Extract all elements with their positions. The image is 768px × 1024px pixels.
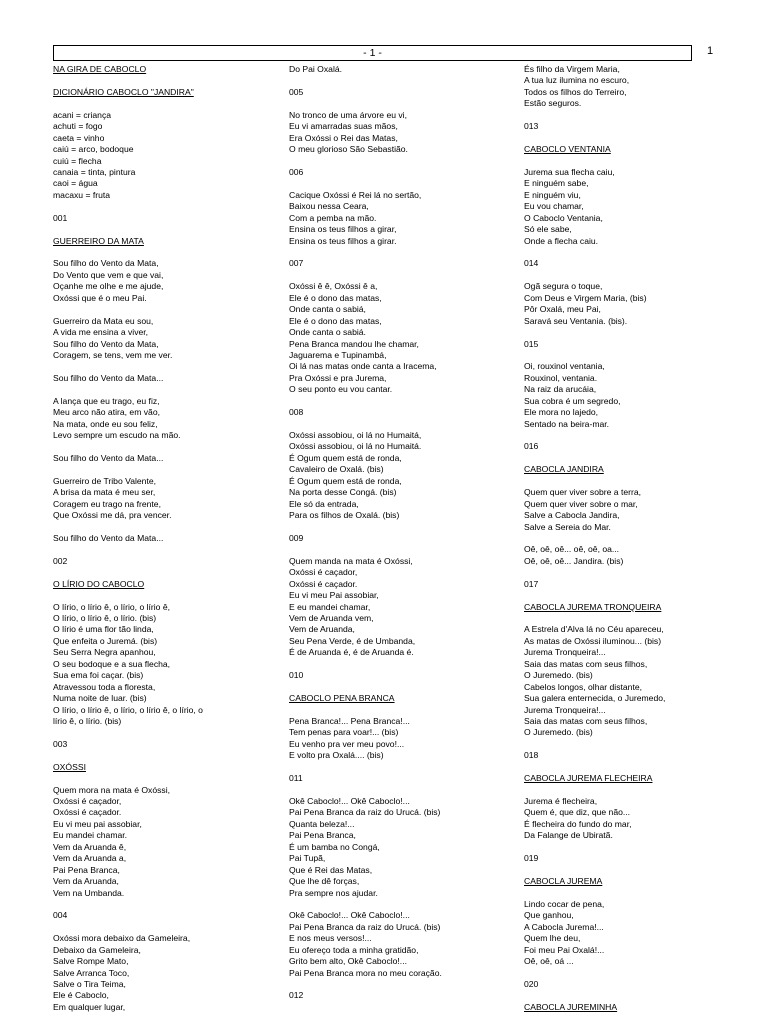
section-heading: CABOCLO PENA BRANCA [289,693,395,704]
blank-line [524,247,724,258]
text-line: Oxóssi ê ê, Oxóssi ê a, [289,281,378,292]
text-line: 016 [524,441,539,452]
text-line: Pai Pena Branca, [53,864,120,875]
text-line: E nos meus versos!... [289,933,372,944]
text-line: 018 [524,750,539,761]
text-line: Quem lhe deu, [524,933,581,944]
text-line: Jurema Tronqueira!... [524,647,606,658]
text-line: Pena Branca mandou lhe chamar, [289,338,419,349]
text-line: É de Aruanda é, é de Aruanda é. [289,647,414,658]
text-line: Sua cobra é um segredo, [524,395,621,406]
blank-line [289,762,507,773]
blank-line [524,133,724,144]
text-line: Vem da Aruanda ê, [53,841,127,852]
text-line: Para os filhos de Oxalá. (bis) [289,510,400,521]
section-heading: CABOCLA JUREMA FLECHEIRA [524,773,653,784]
blank-line [53,247,273,258]
text-line: E volto pra Oxalá.... (bis) [289,750,384,761]
blank-line [524,533,724,544]
text-line: Que ganhou, [524,910,574,921]
blank-line [524,990,724,1001]
text-line: O seu ponto eu vou cantar. [289,384,393,395]
text-line: Que enfeita o Juremá. (bis) [53,635,158,646]
text-line: 007 [289,258,304,269]
text-line: Quem quer viver sobre o mar, [524,498,638,509]
blank-line [53,522,273,533]
section-heading: CABOCLA JUREMA [524,876,603,887]
text-line: Vem da Aruanda a, [53,853,127,864]
text-line: O lírio, o lírio ê, o lírio, o lírio ê, [53,601,171,612]
text-line: A Cabocla Jurema!... [524,921,604,932]
text-line: Ele é o dono das matas, [289,315,382,326]
text-line: Oçanhe me olhe e me ajude, [53,281,164,292]
blank-line [524,762,724,773]
blank-line [524,430,724,441]
text-line: cuiú = flecha [53,155,102,166]
text-line: lírio ê, o lírio. (bis) [53,715,122,726]
text-line: É um bamba no Congá, [289,841,380,852]
blank-line [289,785,507,796]
text-line: Quanta beleza!... [289,818,355,829]
text-line: Okê Caboclo!... Okê Caboclo!... [289,796,410,806]
text-line: Quem manda na mata é Oxóssi, [289,555,413,566]
blank-line [53,224,273,235]
text-line: Vem da Aruanda, [53,876,119,887]
text-line: No tronco de uma árvore eu vi, [289,109,407,120]
text-line: 006 [289,166,304,177]
text-line: Pra sempre nos ajudar. [289,887,378,898]
blank-line [53,899,273,910]
text-line: 003 [53,738,68,749]
text-line: Seu Pena Verde, é de Umbanda, [289,635,416,646]
text-line: Ele é Caboclo, [53,990,109,1001]
text-line: Guerreiro da Mata eu sou, [53,315,154,326]
text-line: caoi = água [53,178,98,189]
text-line: E eu mandei chamar, [289,601,371,612]
text-line: Guerreiro de Tribo Valente, [53,475,157,486]
text-line: caiú = arco, bodoque [53,144,134,155]
blank-line [53,304,273,315]
text-line: Oê, oê, oá ... [524,956,574,967]
blank-line [289,247,507,258]
text-line: Jurema é flecheira, [524,796,598,806]
text-line: Sou filho do Vento da Mata, [53,338,159,349]
text-line: És filho da Virgem Maria, [524,64,620,74]
blank-line [53,75,273,86]
section-heading: NA GIRA DE CABOCLO [53,64,147,74]
text-line: caeta = vinho [53,132,105,143]
text-line: O lírio é uma flor tão linda, [53,624,154,635]
blank-line [524,156,724,167]
text-line: Vem na Umbanda. [53,887,125,898]
text-line: Pai Tupã, [289,853,326,864]
blank-line [524,476,724,487]
text-line: A tua luz ilumina no escuro, [524,75,630,86]
text-line: 002 [53,555,68,566]
section-heading: DICIONÁRIO CABOCLO "JANDIRA" [53,86,194,97]
text-line: Vem de Aruanda vem, [289,613,374,623]
text-column-3 [524,64,724,1024]
section-heading: GUERREIRO DA MATA [53,235,144,246]
text-line: O Juremedo. (bis) [524,727,593,738]
text-line: Quem é, que diz, que não... [524,807,631,818]
text-line: Baixou nessa Ceara, [289,201,369,212]
text-line: Na raiz da arucáia, [524,384,597,395]
text-line: Com a pemba na mão. [289,212,377,223]
text-line: É Ogum quem está de ronda, [289,452,402,463]
text-line: Ele mora no lajedo, [524,407,599,418]
text-line: Cacique Oxóssi é Rei lá no sertão, [289,189,422,200]
text-line: Oê, oê, oê... oê, oê, oa... [524,544,620,555]
text-line: Quem quer viver sobre a terra, [524,487,642,498]
text-line: E ninguém sabe, [524,178,589,189]
text-line: Pai Pena Branca da raiz do Urucá. (bis) [289,921,441,932]
text-line: Em qualquer lugar, [53,1001,126,1012]
text-line: Pra Oxóssi e pra Jurema, [289,372,387,383]
text-line: 017 [524,578,539,589]
text-line: Rouxinol, ventania. [524,372,598,383]
text-line: 005 [289,86,304,97]
text-line: 008 [289,407,304,418]
text-line: Oê, oê, oê... Jandira. (bis) [524,555,624,566]
text-line: acani = criança [53,109,112,120]
blank-line [53,201,273,212]
text-line: Oxóssi mora debaixo da Gameleira, [53,933,191,944]
text-line: Oi lá nas matas onde canta a Iracema, [289,361,437,372]
blank-line [289,979,507,990]
text-line: Da Falange de Ubiratã. [524,830,613,841]
text-line: Oxóssi assobiou, oi lá no Humaitá. [289,441,422,452]
page-number: - 1 - [363,47,382,59]
text-line: Salve Arranca Toco, [53,967,130,978]
text-line: 019 [524,853,539,864]
blank-line [289,98,507,109]
side-page-number: 1 [707,45,714,57]
blank-line [289,178,507,189]
text-line: Ensina os teus filhos a girar, [289,224,397,235]
text-line: Eu vi meu Pai assobiar, [289,590,379,601]
blank-line [289,705,507,716]
text-line: Sou filho do Vento da Mata... [53,372,164,383]
text-line: Coragem eu trago na frente, [53,498,161,509]
text-line: A Estrela d'Alva lá no Céu apareceu, [524,624,664,635]
blank-line [53,773,273,784]
text-line: Jurema Tronqueira!... [524,704,606,715]
text-line: A vida me ensina a viver, [53,327,149,338]
text-line: A lança que eu trago, eu fiz, [53,395,160,406]
text-line: 020 [524,979,539,989]
section-heading: CABOCLA JUREMINHA [524,1001,618,1012]
blank-line [53,922,273,933]
blank-line [53,361,273,372]
text-line: 001 [53,212,68,223]
text-line: Que lhe dê forças, [289,876,360,887]
text-line: Salve o Tira Teima, [53,979,126,989]
text-line: 009 [289,532,304,543]
text-line: Cavaleiro de Oxalá. (bis) [289,464,384,475]
text-line: Pai Pena Branca, [289,830,356,841]
text-line: Ele só da entrada, [289,498,359,509]
text-line: 011 [289,773,303,784]
text-line: Onde canta o sabiá, [289,304,366,315]
blank-line [289,419,507,430]
text-line: A brisa da mata é meu ser, [53,487,156,498]
blank-line [53,98,273,109]
blank-line [524,453,724,464]
text-line: Eu venho pra ver meu povo!... [289,738,405,749]
blank-line [53,544,273,555]
text-line: O seu bodoque e a sua flecha, [53,658,171,669]
section-heading: CABOCLO VENTANIA [524,144,611,155]
text-line: Oxóssi assobiou, oi lá no Humaitá, [289,430,422,440]
text-line: Oxóssi é caçador. [289,578,358,589]
text-line: Eu mandei chamar. [53,830,128,841]
text-line: Oi, rouxinol ventania, [524,361,605,372]
blank-line [524,888,724,899]
text-line: Vem de Aruanda, [289,624,355,635]
blank-line [53,750,273,761]
text-line: Eu vi amarradas suas mãos, [289,121,398,132]
blank-line [524,270,724,281]
text-line: Lindo cocar de pena, [524,898,605,909]
blank-line [289,899,507,910]
blank-line [524,110,724,121]
text-line: Que é Rei das Matas, [289,864,373,875]
text-line: O meu glorioso São Sebastião. [289,144,408,155]
text-line: Sou filho do Vento da Mata... [53,532,164,543]
text-line: Saia das matas com seus filhos, [524,715,648,726]
text-line: canaia = tinta, pintura [53,166,136,177]
text-line: Na mata, onde eu sou feliz, [53,418,158,429]
blank-line [289,396,507,407]
text-line: Pai Pena Branca da raiz do Urucá. (bis) [289,807,441,818]
text-line: Jaguarema e Tupinambá, [289,349,387,360]
text-line: 014 [524,258,539,269]
blank-line [53,464,273,475]
text-line: Era Oxóssi o Rei das Matas, [289,132,398,143]
text-line: Quem mora na mata é Oxóssi, [53,784,171,795]
blank-line [524,842,724,853]
text-line: Tem penas para voar!... (bis) [289,727,399,738]
text-line: Jurema sua flecha caiu, [524,166,615,177]
blank-line [53,590,273,601]
section-heading: CABOCLA JANDIRA [524,464,604,475]
text-line: Meu arco não atira, em vão, [53,407,160,418]
text-line: Levo sempre um escudo na mão. [53,430,181,440]
text-line: Todos os filhos do Terreiro, [524,86,627,97]
text-line: Saravá seu Ventania. (bis). [524,315,628,326]
blank-line [289,522,507,533]
text-line: Atravessou toda a floresta, [53,681,156,692]
blank-line [524,350,724,361]
text-line: 010 [289,670,304,681]
text-line: Ele é o dono das matas, [289,292,382,303]
text-line: Na porta desse Congá. (bis) [289,487,397,498]
text-line: É Ogum quem está de ronda, [289,475,402,486]
text-line: O Juremedo. (bis) [524,670,593,681]
blank-line [289,1002,507,1013]
text-line: Sua ema foi caçar. (bis) [53,670,144,681]
text-line: Sou filho do Vento da Mata, [53,258,159,269]
text-line: Oxóssi é caçador, [289,567,358,578]
blank-line [289,75,507,86]
text-line: Onde a flecha caiu. [524,235,599,246]
blank-line [289,659,507,670]
text-line: Grito bem alto, Okê Caboclo!... [289,956,407,967]
blank-line [289,156,507,167]
blank-line [53,727,273,738]
text-line: Eu vou chamar, [524,201,584,212]
text-line: Saia das matas com seus filhos, [524,658,648,669]
text-line: Só ele sabe, [524,224,572,235]
text-line: Sentado na beira-mar. [524,418,610,429]
blank-line [524,590,724,601]
blank-line [524,785,724,796]
text-line: 015 [524,338,539,349]
text-line: O lírio, o lírio ê, o lírio, o lírio ê, o lírio, o [53,704,203,715]
text-line: É flecheira do fundo do mar, [524,818,632,829]
text-line: Onde canta o sabiá. [289,327,366,338]
text-line: Sua galera enternecida, o Juremedo, [524,693,666,704]
text-line: macaxu = fruta [53,189,111,200]
text-line: O lírio, o lírio ê, o lírio. (bis) [53,613,157,623]
text-line: O Caboclo Ventania, [524,212,603,223]
section-heading: CABOCLA JUREMA TRONQUEIRA [524,601,662,612]
blank-line [524,865,724,876]
text-line: Oxóssi é caçador. [53,807,122,818]
text-line: Seu Serra Negra apanhou, [53,647,156,658]
text-line: Cabelos longos, olhar distante, [524,681,643,692]
text-line: Pai Pena Branca mora no meu coração. [289,967,442,978]
blank-line [524,567,724,578]
text-line: Eu ofereço toda a minha gratidão, [289,944,419,955]
page-header-box [53,45,692,61]
blank-line [524,613,724,624]
text-line: Estão seguros. [524,98,582,109]
text-line: As matas de Oxóssi iluminou... (bis) [524,635,662,646]
text-line: Salve Rompe Mato, [53,956,129,967]
text-line: Numa noite de luar. (bis) [53,693,147,704]
text-line: Ogã segura o toque, [524,281,603,292]
text-line: Do Vento que vem e que vai, [53,269,164,280]
section-heading: OXÓSSI [53,761,86,772]
text-line: Oxóssi é caçador, [53,796,122,806]
text-line: Com Deus e Virgem Maria, (bis) [524,292,647,303]
blank-line [53,567,273,578]
text-column-1 [53,64,273,1024]
text-line: Oxóssi que é o meu Pai. [53,292,147,303]
blank-line [289,270,507,281]
blank-line [524,327,724,338]
text-line: Ensina os teus filhos a girar. [289,235,397,246]
blank-line [53,441,273,452]
section-heading: O LÍRIO DO CABOCLO [53,578,145,589]
blank-line [289,682,507,693]
text-line: 013 [524,121,539,132]
text-line: Pena Branca!... Pena Branca!... [289,715,410,726]
text-line: 004 [53,910,68,921]
text-line: 012 [289,990,304,1001]
text-line: E ninguém viu, [524,189,581,200]
text-line: Pôr Oxalá, meu Pai, [524,304,601,315]
text-line: Debaixo da Gameleira, [53,944,141,955]
blank-line [524,968,724,979]
text-line: Okê Caboclo!... Okê Caboclo!... [289,910,410,921]
text-line: achuti = fogo [53,121,103,132]
text-line: Salve a Sereia do Mar. [524,521,611,532]
text-line: Foi meu Pai Oxalá!... [524,944,605,955]
text-column-2 [289,64,507,1024]
text-line: Coragem, se tens, vem me ver. [53,349,173,360]
text-line: Sou filho do Vento da Mata... [53,452,164,463]
text-line: Salve a Cabocla Jandira, [524,510,620,521]
text-line: Do Pai Oxalá. [289,64,343,74]
blank-line [524,739,724,750]
text-line: Que Oxóssi me dá, pra vencer. [53,510,172,521]
text-line: Eu vi meu pai assobiar, [53,818,142,829]
blank-line [53,384,273,395]
blank-line [289,544,507,555]
